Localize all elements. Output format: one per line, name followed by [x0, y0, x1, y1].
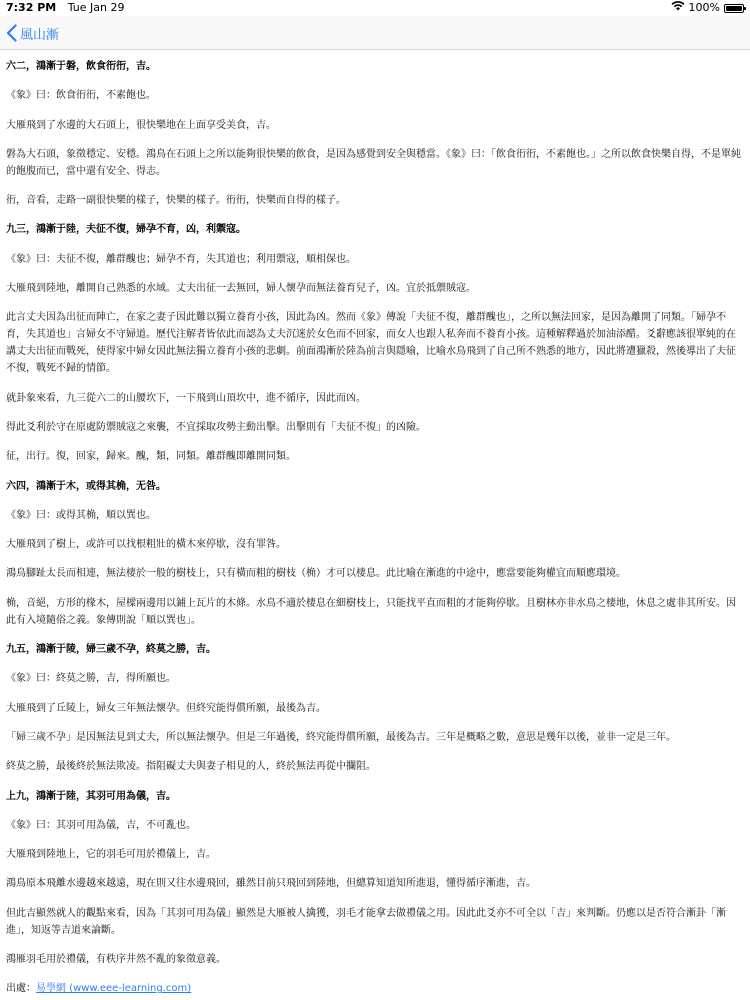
paragraph: 大雁飛到了樹上，或許可以找根粗壯的橫木來停歇，沒有罪咎。 — [6, 539, 286, 551]
paragraph: 「婦三歲不孕」是因無法見到丈夫，所以無法懷孕。但是三年過後，終究能得償所願，最後為吉。三年是概略之數，意思是幾年以後，並非一定是三年。 — [6, 731, 676, 743]
source-label: 出處： — [6, 983, 36, 995]
paragraph: 鴻鳥腳趾太長而相連，無法棲於一般的樹枝上，只有橫而粗的樹枝（桷）才可以棲息。此比喻在漸進的中途中，應當要能夠權宜而順應環境。 — [6, 568, 626, 580]
paragraph: 終莫之勝，最後終於無法欺凌。指阻礙丈夫與妻子相見的人，終於無法再從中攔阻。 — [6, 761, 376, 773]
paragraph: 《象》曰：飲食衎衎，不素飽也。 — [6, 90, 156, 102]
paragraph: 鴻鳥原本飛離水邊越來越遠，現在則又往水邊飛回，雖然目前只飛回到陸地，但總算知道知所進退，懂得循序漸進，吉。 — [6, 878, 536, 890]
section-heading: 九五，鴻漸于陵，婦三歲不孕，終莫之勝，吉。 — [6, 644, 216, 656]
paragraph: 大雁飛到了丘陵上，婦女三年無法懷孕。但終究能得償所願，最後為吉。 — [6, 702, 326, 714]
paragraph: 磐為大石頭，象徵穩定、安穩。鴻鳥在石頭上之所以能夠很快樂的飲食，是因為感覺到安全與穩當。《象》曰：「飲食衎衎，不素飽也。」之所以飲食快樂自得，不是單純的飽腹而已，當中還有安全、得志。 — [6, 148, 741, 177]
battery-fill — [726, 6, 742, 11]
back-button-label: 風山漸 — [20, 27, 60, 43]
status-left — [6, 0, 132, 16]
navigation-bar — [0, 16, 750, 50]
status-right — [671, 0, 744, 16]
wifi-icon — [671, 0, 685, 16]
chevron-left-icon — [6, 24, 17, 42]
section-heading: 六二，鴻漸于磐，飲食衎衎，吉。 — [6, 61, 156, 72]
paragraph: 衎，音看，走路一副很快樂的樣子，快樂的樣子。衎衎，快樂而自得的樣子。 — [6, 195, 346, 207]
battery-percent: 100% — [688, 1, 720, 14]
status-date: Tue Jan 29 — [67, 1, 125, 14]
section-heading: 上九，鴻漸于陸，其羽可用為儀，吉。 — [6, 790, 176, 802]
paragraph: 《象》曰：或得其桷，順以巽也。 — [6, 509, 156, 521]
paragraph: 桷，音絕，方形的椽木，屋樑兩邊用以鋪上瓦片的木條。水鳥不適於棲息在細樹枝上，只能找平直而粗的才能夠停歇。且樹林亦非水鳥之棲地，休息之處非其所安。因此有入境隨俗之義。象傳則說「順以巽也」。 — [6, 597, 736, 626]
paragraph: 但此吉顯然就人的觀點來看，因為「其羽可用為儀」顯然是大雁被人擒獲，羽毛才能拿去做禮儀之用。因此此爻亦不可全以「吉」來判斷。仍應以是否符合漸卦「漸進」，知返等吉道來論斷。 — [6, 907, 726, 936]
paragraph: 《象》曰：其羽可用為儀，吉，不可亂也。 — [6, 819, 196, 831]
paragraph: 此言丈夫因為出征而陣亡，在家之妻子因此難以獨立養育小孩，因此為凶。然而《象》傳說「夫征不復，離群醜也」，之所以無法回家，是因為離開了同類。「婦孕不育，失其道也」言婦女不守婦道。歷代注解者皆依此而認為丈夫沉迷於女色而不回家，而女人也跟人私奔而不養育小孩。這種解釋過於加油添醋。爻辭應該很單純的在講丈夫出征而戰死，使得家中婦女因此無法獨立養育小孩的悲劇。前面鴻漸於陸為前言與隱喻，比喻水鳥飛到了自己所不熟悉的地方，因此將遭獵殺，然後導出了夫征不復，戰死不歸的情節。 — [6, 312, 736, 375]
section-heading: 六四，鴻漸于木，或得其桷，无咎。 — [6, 480, 166, 492]
paragraph: 大雁飛到了水邊的大石頭上，很快樂地在上面享受美食，吉。 — [6, 119, 276, 131]
back-button[interactable] — [6, 23, 59, 43]
paragraph: 《象》曰：夫征不復，離群醜也；婦孕不育，失其道也；利用禦寇，順相保也。 — [6, 253, 356, 265]
paragraph: 《象》曰：終莫之勝，吉，得所願也。 — [6, 673, 176, 685]
paragraph: 征，出行。復，回家，歸來。醜，類，同類。離群醜即離開同類。 — [6, 451, 296, 463]
section-heading: 九三，鴻漸于陸，夫征不復，婦孕不育，凶，利禦寇。 — [6, 224, 246, 236]
paragraph: 大雁飛到陸地上，它的羽毛可用於禮儀上，吉。 — [6, 849, 216, 861]
status-time: 7:32 PM — [6, 1, 57, 14]
article-content — [6, 58, 744, 997]
source-line — [6, 980, 744, 997]
status-bar — [0, 0, 750, 16]
paragraph: 鴻雁羽毛用於禮儀，有秩序井然不亂的象徵意義。 — [6, 954, 226, 966]
paragraph: 就卦象來看，九三從六二的山腰坎下，一下飛到山頂坎中，進不循序，因此而凶。 — [6, 392, 366, 404]
battery-icon — [724, 4, 744, 13]
paragraph: 得此爻利於守在原處防禦賊寇之來襲，不宜採取攻勢主動出擊。出擊則有「夫征不復」的凶險。 — [6, 421, 426, 433]
paragraph: 大雁飛到陸地，離開自己熟悉的水域。丈夫出征一去無回，婦人懷孕而無法養育兒子，凶。宜於抵禦賊寇。 — [6, 283, 476, 295]
source-link[interactable]: 易學網 (www.eee-learning.com) — [36, 983, 192, 995]
